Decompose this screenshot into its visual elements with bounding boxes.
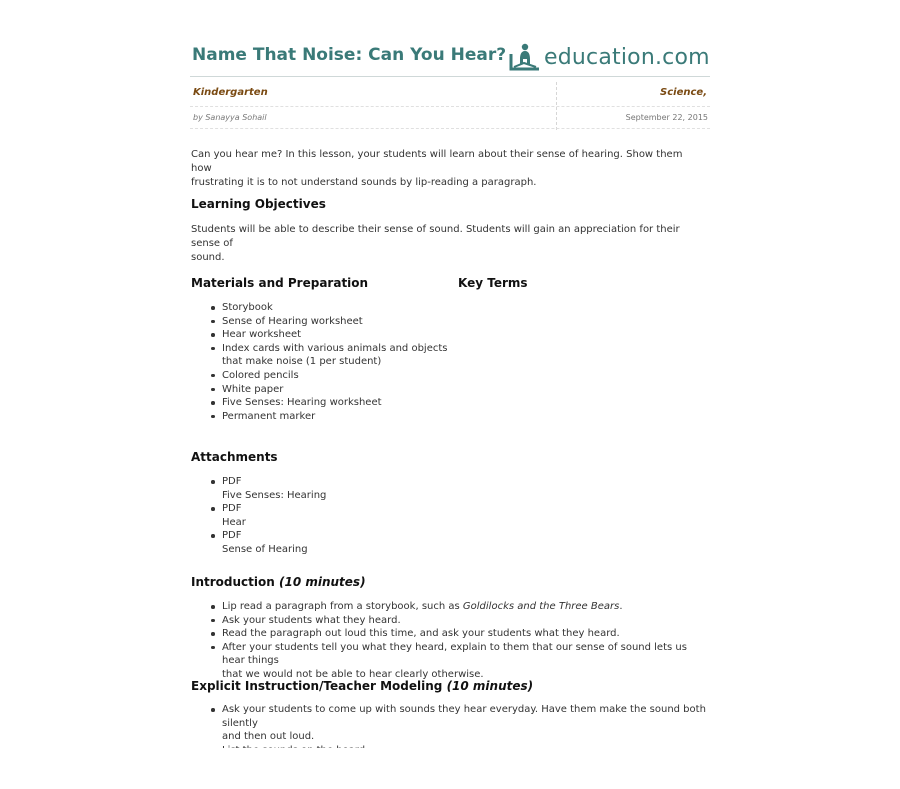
- book-title: Goldilocks and the Three Bears: [462, 601, 620, 612]
- introduction-list: [191, 600, 711, 682]
- materials-heading: Materials and Preparation: [191, 276, 369, 290]
- author-label: by Sanayya Sohail: [193, 113, 267, 122]
- duration-label: (10 minutes): [446, 679, 534, 693]
- attachment-item[interactable]: [191, 502, 451, 529]
- item-text-continued: that make noise (1 per student): [222, 356, 382, 368]
- subject-label: Science,: [660, 87, 707, 98]
- attachment-type: PDF: [222, 503, 242, 515]
- attachments-list: [191, 475, 451, 557]
- duration-label: (10 minutes): [278, 575, 366, 589]
- item-text: Sense of Hearing worksheet: [222, 315, 363, 327]
- list-item: [191, 383, 451, 397]
- list-item: [191, 396, 451, 410]
- intro-paragraph: [191, 148, 701, 190]
- attachment-link[interactable]: Hear: [222, 516, 246, 528]
- attachments-heading: Attachments: [191, 450, 278, 464]
- introduction-heading: [191, 575, 366, 589]
- list-item: [191, 315, 451, 329]
- date-label: September 22, 2015: [625, 113, 708, 122]
- meta-bottom-divider: [190, 128, 710, 129]
- list-item: [191, 410, 451, 424]
- key-terms-heading: Key Terms: [458, 276, 528, 290]
- logo-text: education.com: [544, 44, 710, 70]
- book-reader-icon: [508, 42, 542, 72]
- attachment-item[interactable]: [191, 529, 451, 556]
- objectives-line: sound.: [191, 252, 225, 263]
- list-item: [191, 627, 711, 641]
- objectives-line: Students will be able to describe their sense of sound. Students will gain an appreciation for their sense of: [191, 224, 680, 249]
- item-text: Read the paragraph out loud this time, and ask your students what they heard.: [222, 628, 620, 640]
- list-item: [191, 301, 451, 315]
- attachment-item[interactable]: [191, 475, 451, 502]
- learning-objectives-text: [191, 223, 701, 265]
- education-logo[interactable]: [508, 42, 710, 72]
- item-text-continued: and then out loud.: [222, 731, 315, 743]
- attachment-type: PDF: [222, 530, 242, 542]
- attachment-link[interactable]: Five Senses: Hearing: [222, 489, 327, 501]
- item-text-continued: that we would not be able to hear clearly otherwise.: [222, 668, 484, 680]
- attachment-type: PDF: [222, 476, 242, 487]
- list-item: [191, 641, 711, 682]
- item-text: Colored pencils: [222, 369, 299, 381]
- list-item: [191, 614, 711, 628]
- item-text: Ask your students what they heard.: [222, 614, 401, 626]
- meta-row: [190, 84, 710, 106]
- list-item: [191, 600, 711, 614]
- item-text: White paper: [222, 383, 284, 395]
- intro-line: frustrating it is to not understand sounds by lip-reading a paragraph.: [191, 177, 537, 188]
- heading-text: Explicit Instruction/Teacher Modeling: [191, 679, 443, 693]
- explicit-instruction-heading: [191, 679, 533, 693]
- item-text: Storybook: [222, 302, 273, 313]
- heading-text: Introduction: [191, 575, 275, 589]
- learning-objectives-heading: Learning Objectives: [191, 197, 326, 211]
- intro-line: Can you hear me? In this lesson, your students will learn about their sense of hearing. Show them how: [191, 149, 683, 174]
- list-item: [191, 328, 451, 342]
- item-text: Permanent marker: [222, 410, 316, 422]
- item-text: Lip read a paragraph from a storybook, such as: [222, 601, 463, 612]
- item-text: After your students tell you what they heard, explain to them that our sense of sound lets us hear things: [222, 641, 687, 667]
- item-text: Index cards with various animals and objects: [222, 342, 448, 354]
- item-text: Five Senses: Hearing worksheet: [222, 397, 382, 409]
- attachment-link[interactable]: Sense of Hearing: [222, 543, 308, 555]
- list-item: [191, 703, 711, 744]
- item-text: Hear worksheet: [222, 329, 302, 341]
- list-item: [191, 369, 451, 383]
- meta-divider: [190, 106, 710, 107]
- list-item: [191, 342, 451, 369]
- item-text-end: .: [619, 601, 623, 612]
- item-text: Ask your students to come up with sounds they hear everyday. Have them make the sound both silently: [222, 704, 706, 729]
- page-title: Name That Noise: Can You Hear?: [192, 45, 507, 65]
- header-divider: [190, 76, 710, 77]
- grade-label: Kindergarten: [193, 87, 268, 98]
- materials-list: [191, 301, 451, 423]
- page-crop-edge: [0, 748, 900, 789]
